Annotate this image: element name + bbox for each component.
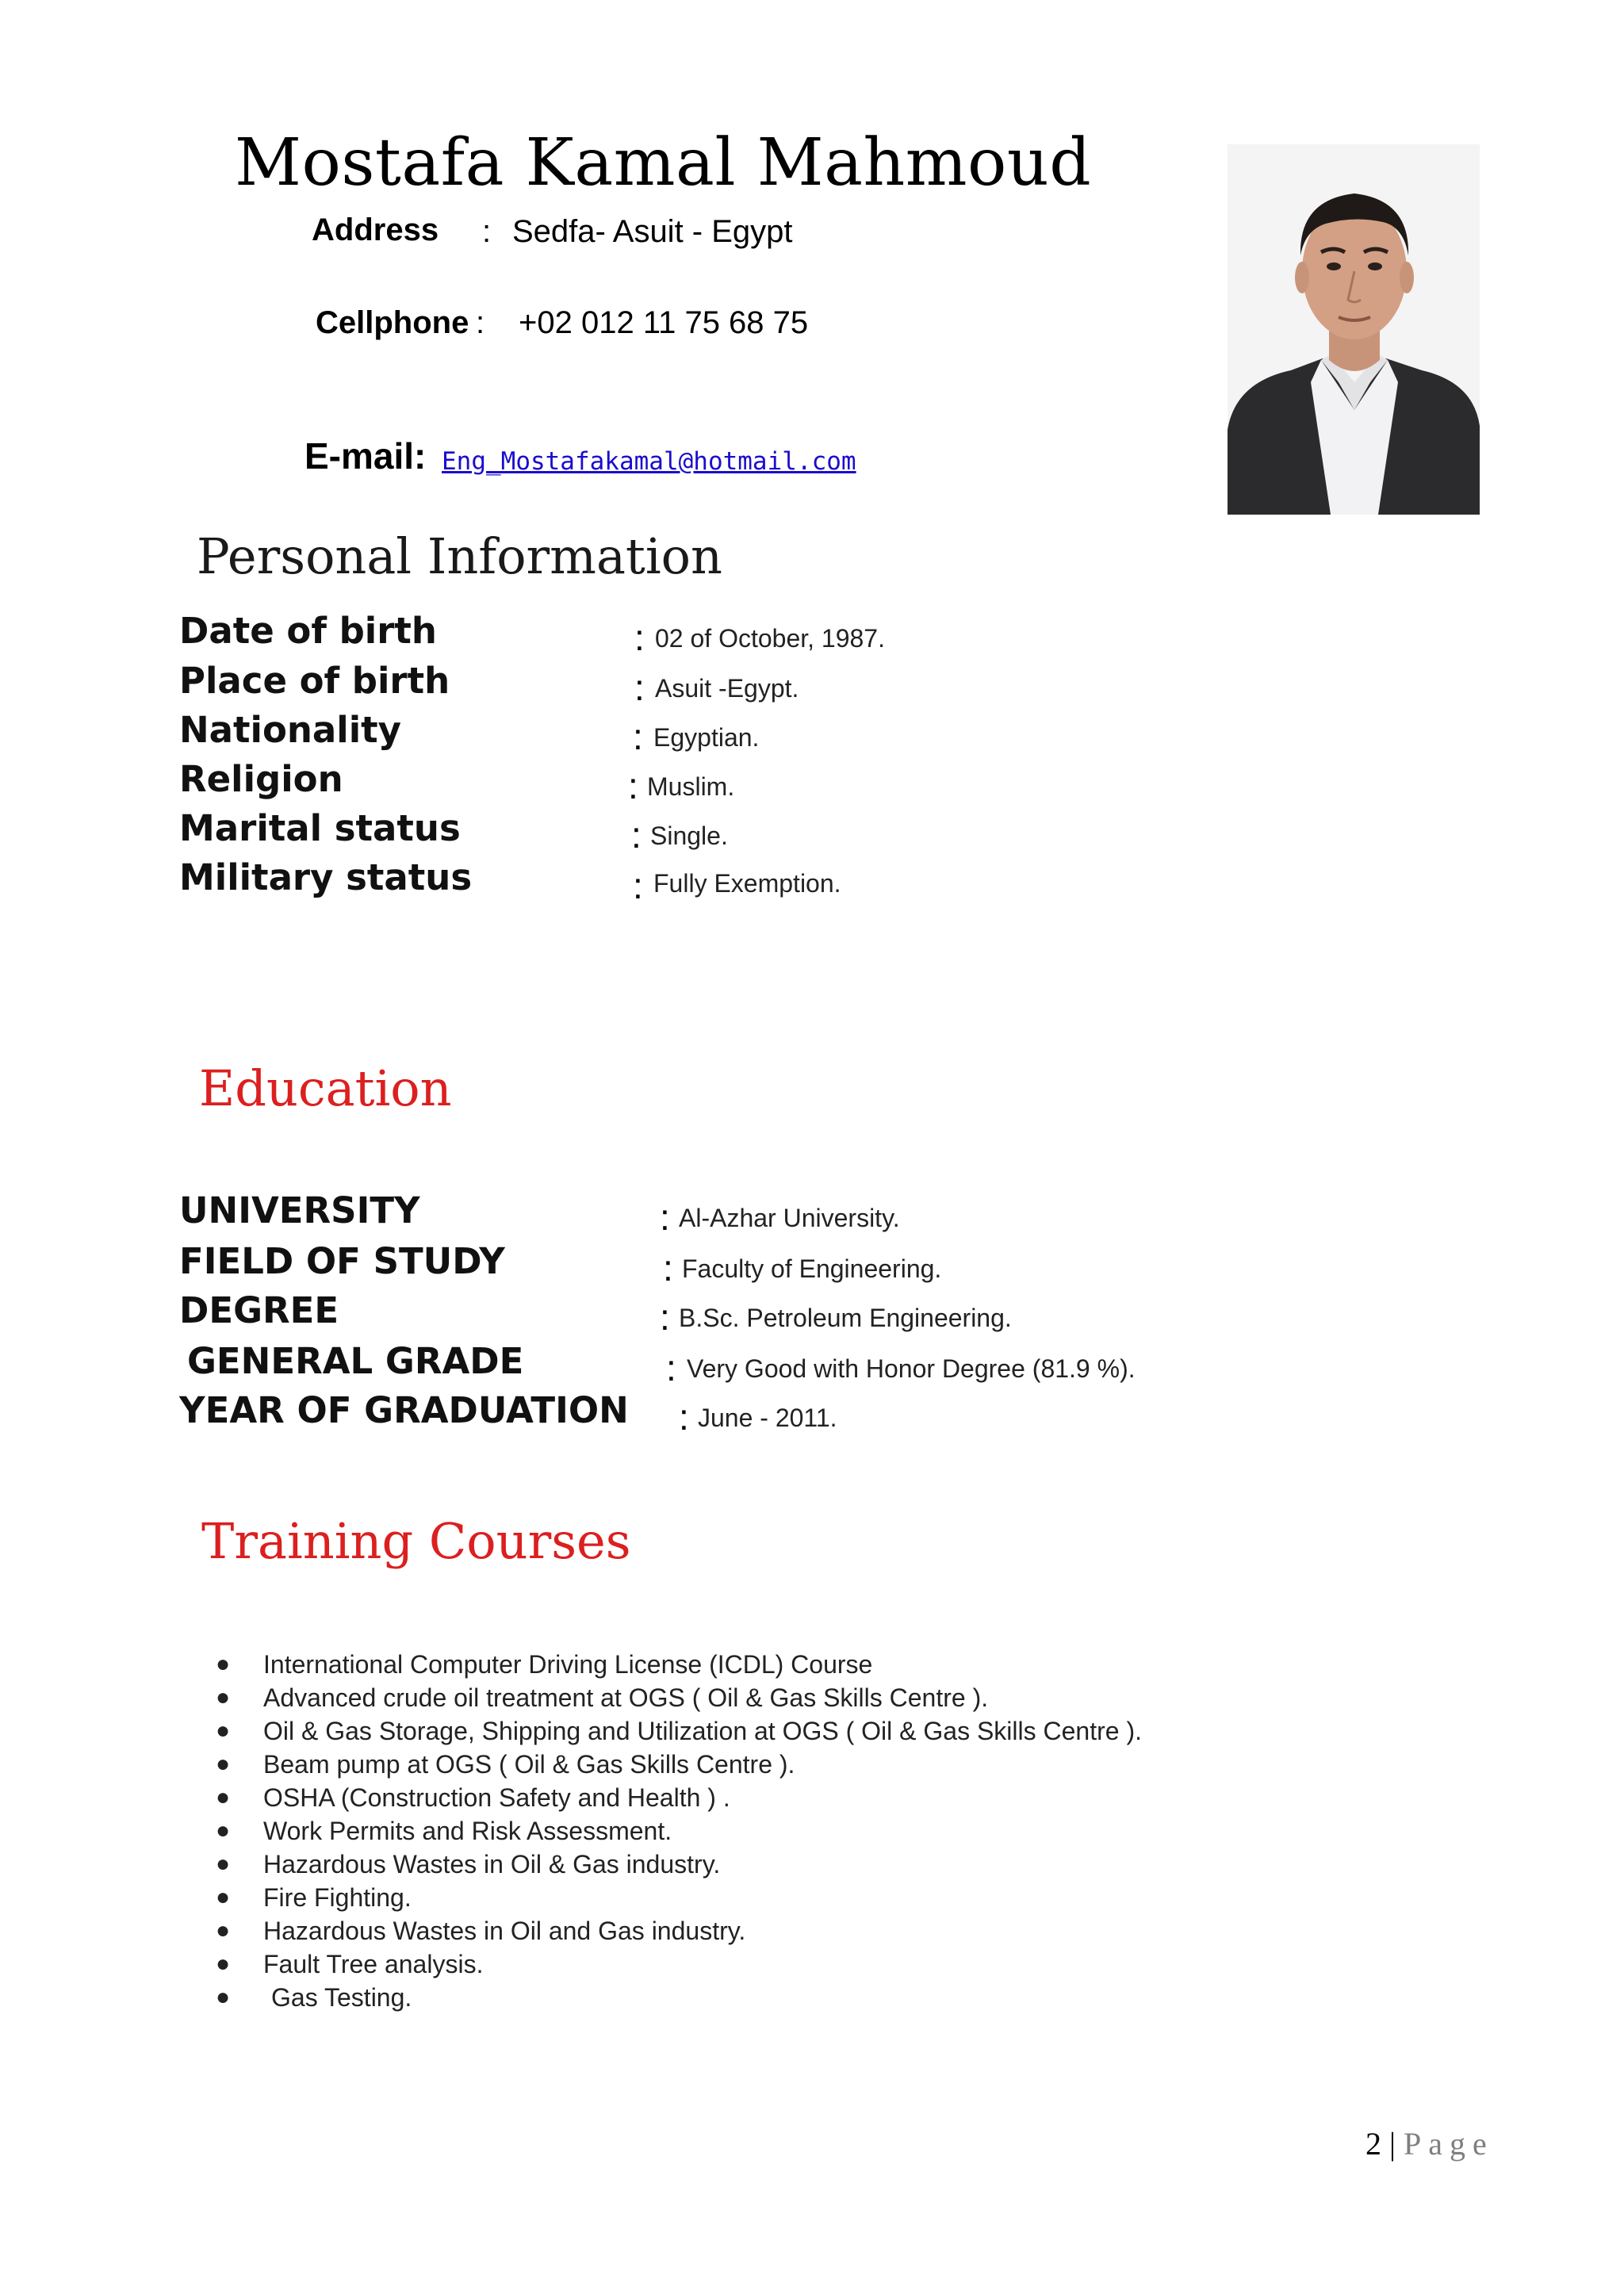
university-value: Al-Azhar University. [679,1204,900,1232]
general-grade-colon: : [666,1347,676,1388]
military-colon: : [633,865,643,906]
cellphone-label: Cellphone [316,305,469,340]
religion-label: Religion [179,758,343,800]
page-label: Page [1404,2126,1494,2162]
bullet-icon: ● [216,1817,231,1844]
bullet-icon: ● [216,1984,231,2010]
page-number: 2 [1365,2126,1381,2162]
pob-label: Place of birth [179,660,450,702]
page-footer [1365,2125,1494,2162]
bullet-icon: ● [216,1851,231,1877]
list-item [216,1881,1142,1914]
graduation-year-value: June - 2011. [698,1404,837,1432]
nationality-colon: : [633,716,643,757]
course-text: Gas Testing. [271,1983,412,2012]
university-colon: : [660,1197,670,1238]
course-text: Oil & Gas Storage, Shipping and Utilization at OGS ( Oil & Gas Skills Centre ). [263,1717,1142,1745]
bullet-icon: ● [216,1951,231,1977]
course-text: Hazardous Wastes in Oil and Gas industry. [263,1917,746,1945]
course-text: Fire Fighting. [263,1883,412,1912]
pob-colon: : [634,667,645,708]
dob-value: 02 of October, 1987. [655,624,885,653]
marital-label: Marital status [179,807,461,849]
course-text: International Computer Driving License (ICDL) Course [263,1650,873,1679]
personal-info-heading: Personal Information [197,527,722,585]
religion-colon: : [628,765,638,806]
list-item [216,1814,1142,1848]
bullet-icon: ● [216,1784,231,1810]
email-link[interactable]: Eng_Mostafakamal@hotmail.com [442,447,856,476]
list-item [216,1714,1142,1748]
general-grade-value: Very Good with Honor Degree (81.9 %). [687,1354,1136,1383]
cellphone-value: +02 012 11 75 68 75 [519,305,809,340]
address-separator: : [482,214,492,249]
course-text: Advanced crude oil treatment at OGS ( Oil & Gas Skills Centre ). [263,1683,989,1712]
dob-label: Date of birth [179,610,437,652]
religion-value: Muslim. [647,772,735,801]
cellphone-separator: : [476,305,485,340]
bullet-icon: ● [216,1917,231,1944]
email-label: E-mail: [304,435,427,477]
course-text: Fault Tree analysis. [263,1950,484,1978]
list-item [216,1914,1142,1947]
bullet-icon: ● [216,1651,231,1677]
list-item [216,1648,1142,1681]
graduation-year-colon: : [679,1396,689,1438]
university-label: UNIVERSITY [179,1189,420,1231]
bullet-icon: ● [216,1718,231,1744]
address-value: Sedfa- Asuit - Egypt [512,214,793,249]
pob-value: Asuit -Egypt. [655,674,799,703]
list-item [216,1848,1142,1881]
candidate-name: Mostafa Kamal Mahmoud [235,125,1092,201]
military-value: Fully Exemption. [653,869,841,898]
degree-colon: : [660,1296,670,1338]
bullet-icon: ● [216,1884,231,1910]
course-text: Work Permits and Risk Assessment. [263,1817,672,1845]
general-grade-label: GENERAL GRADE [187,1340,524,1382]
degree-value: B.Sc. Petroleum Engineering. [679,1304,1012,1332]
training-course-list [216,1648,1142,2014]
bullet-icon: ● [216,1751,231,1777]
list-item [216,1947,1142,1981]
list-item [216,1981,1142,2014]
marital-colon: : [631,814,642,856]
bullet-icon: ● [216,1684,231,1710]
address-label: Address [312,213,439,247]
course-text: Hazardous Wastes in Oil & Gas industry. [263,1850,721,1878]
list-item [216,1681,1142,1714]
list-item [216,1748,1142,1781]
nationality-label: Nationality [179,709,401,751]
degree-label: DEGREE [179,1289,339,1331]
education-heading: Education [199,1059,452,1117]
military-label: Military status [179,856,473,898]
graduation-year-label: YEAR OF GRADUATION [179,1389,629,1431]
course-text: OSHA (Construction Safety and Health ) . [263,1783,730,1812]
profile-photo [1228,144,1480,515]
nationality-value: Egyptian. [653,723,760,752]
field-of-study-colon: : [663,1247,673,1289]
marital-value: Single. [650,821,728,850]
page-separator: | [1389,2126,1396,2162]
course-text: Beam pump at OGS ( Oil & Gas Skills Centre ). [263,1750,795,1779]
training-heading: Training Courses [201,1512,631,1570]
field-of-study-label: FIELD OF STUDY [179,1240,505,1282]
list-item [216,1781,1142,1814]
field-of-study-value: Faculty of Engineering. [682,1254,942,1283]
dob-colon: : [634,617,645,658]
